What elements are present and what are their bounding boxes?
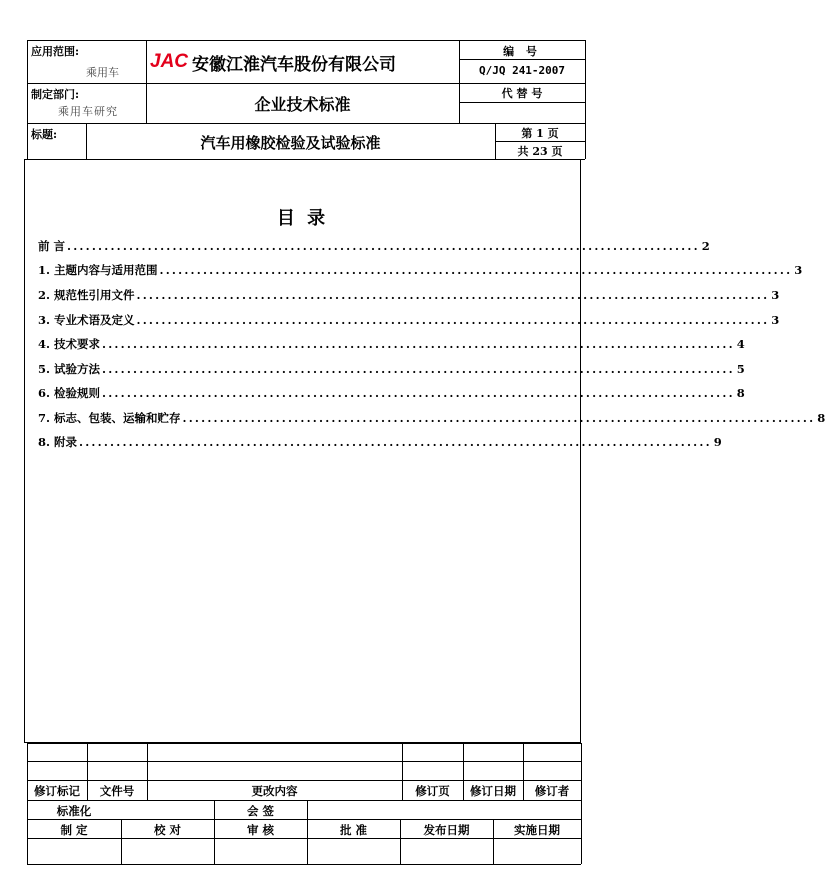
- toc-item-terms[interactable]: [38, 312, 780, 330]
- toc-leader: ......................................................................................................: [67, 239, 700, 253]
- rev-header-file-no: 文件号: [99, 784, 135, 798]
- toc-item-label: 8. 附录: [38, 435, 78, 449]
- sign-header-approved: 批 准: [339, 823, 367, 837]
- standard-type: 企业技术标准: [254, 95, 351, 114]
- jac-logo: JAC: [150, 51, 189, 72]
- sign-header-effective-date: 实施日期: [514, 823, 560, 837]
- standardization-label: 标准化: [56, 804, 92, 818]
- toc-item-preface[interactable]: [38, 238, 710, 256]
- toc-item-label: 1. 主题内容与适用范围: [38, 263, 158, 277]
- total-pages: 共 23 页: [517, 145, 563, 158]
- toc-item-marking[interactable]: [38, 410, 825, 428]
- toc-item-label: 4. 技术要求: [38, 337, 101, 351]
- toc-item-test-methods[interactable]: [38, 361, 745, 379]
- toc-leader: ......................................................................................................: [79, 435, 712, 449]
- toc-item-references[interactable]: [38, 287, 780, 305]
- toc-item-label: 2. 规范性引用文件: [38, 288, 135, 302]
- toc-item-label: 7. 标志、包装、运输和贮存: [38, 411, 181, 425]
- countersign-label: 会 签: [246, 804, 274, 818]
- toc-item-scope[interactable]: [38, 262, 803, 280]
- replace-label: 代 替 号: [501, 87, 543, 100]
- toc-leader: ......................................................................................................: [136, 288, 770, 302]
- number-value: Q/JQ 241-2007: [478, 64, 566, 77]
- toc-item-appendix[interactable]: [38, 434, 722, 452]
- dept-label: 制定部门:: [31, 88, 80, 101]
- rev-header-content: 更改内容: [251, 784, 298, 798]
- title-label: 标题:: [31, 128, 58, 141]
- toc-leader: ......................................................................................................: [102, 337, 735, 351]
- company-name: 安徽江淮汽车股份有限公司: [192, 54, 397, 75]
- toc-leader: ......................................................................................................: [102, 362, 735, 376]
- toc-leader: ......................................................................................................: [182, 411, 816, 425]
- toc-item-inspection[interactable]: [38, 385, 745, 403]
- toc-item-page: 8: [817, 411, 825, 425]
- rev-header-date: 修订日期: [470, 784, 516, 798]
- toc-item-label: 前 言: [38, 239, 66, 253]
- page-number: 第 1 页: [521, 127, 559, 140]
- toc-item-page: 8: [736, 386, 745, 400]
- toc-item-page: 5: [736, 362, 745, 376]
- toc-item-label: 6. 检验规则: [38, 386, 101, 400]
- number-label: 编 号: [503, 45, 541, 58]
- toc-item-label: 3. 专业术语及定义: [38, 313, 135, 327]
- toc-item-page: 4: [736, 337, 745, 351]
- toc-item-label: 5. 试验方法: [38, 362, 101, 376]
- company-block: [150, 48, 456, 76]
- sign-header-drafted: 制 定: [60, 823, 88, 837]
- scope-value: 乘用车: [86, 66, 119, 79]
- dept-value: 乘用车研究: [58, 105, 118, 118]
- toc-item-page: 9: [713, 435, 722, 449]
- toc-item-page: 3: [794, 263, 803, 277]
- toc-heading: 目 录: [276, 208, 329, 229]
- scope-label: 应用范围:: [31, 45, 80, 58]
- rev-header-page: 修订页: [415, 784, 450, 798]
- sign-header-proofread: 校 对: [153, 823, 181, 837]
- sign-header-reviewed: 审 核: [246, 823, 274, 837]
- sign-header-release-date: 发布日期: [423, 823, 470, 837]
- document-title: 汽车用橡胶检验及试验标准: [200, 134, 381, 152]
- toc-leader: ......................................................................................................: [102, 386, 735, 400]
- toc-leader: ......................................................................................................: [136, 313, 770, 327]
- rev-header-reviser: 修订者: [534, 784, 570, 798]
- toc-item-requirements[interactable]: [38, 336, 745, 354]
- toc-item-page: 2: [701, 239, 710, 253]
- toc-leader: ......................................................................................................: [159, 263, 793, 277]
- toc-item-page: 3: [771, 288, 780, 302]
- toc-item-page: 3: [771, 313, 780, 327]
- rev-header-mark: 修订标记: [34, 784, 80, 798]
